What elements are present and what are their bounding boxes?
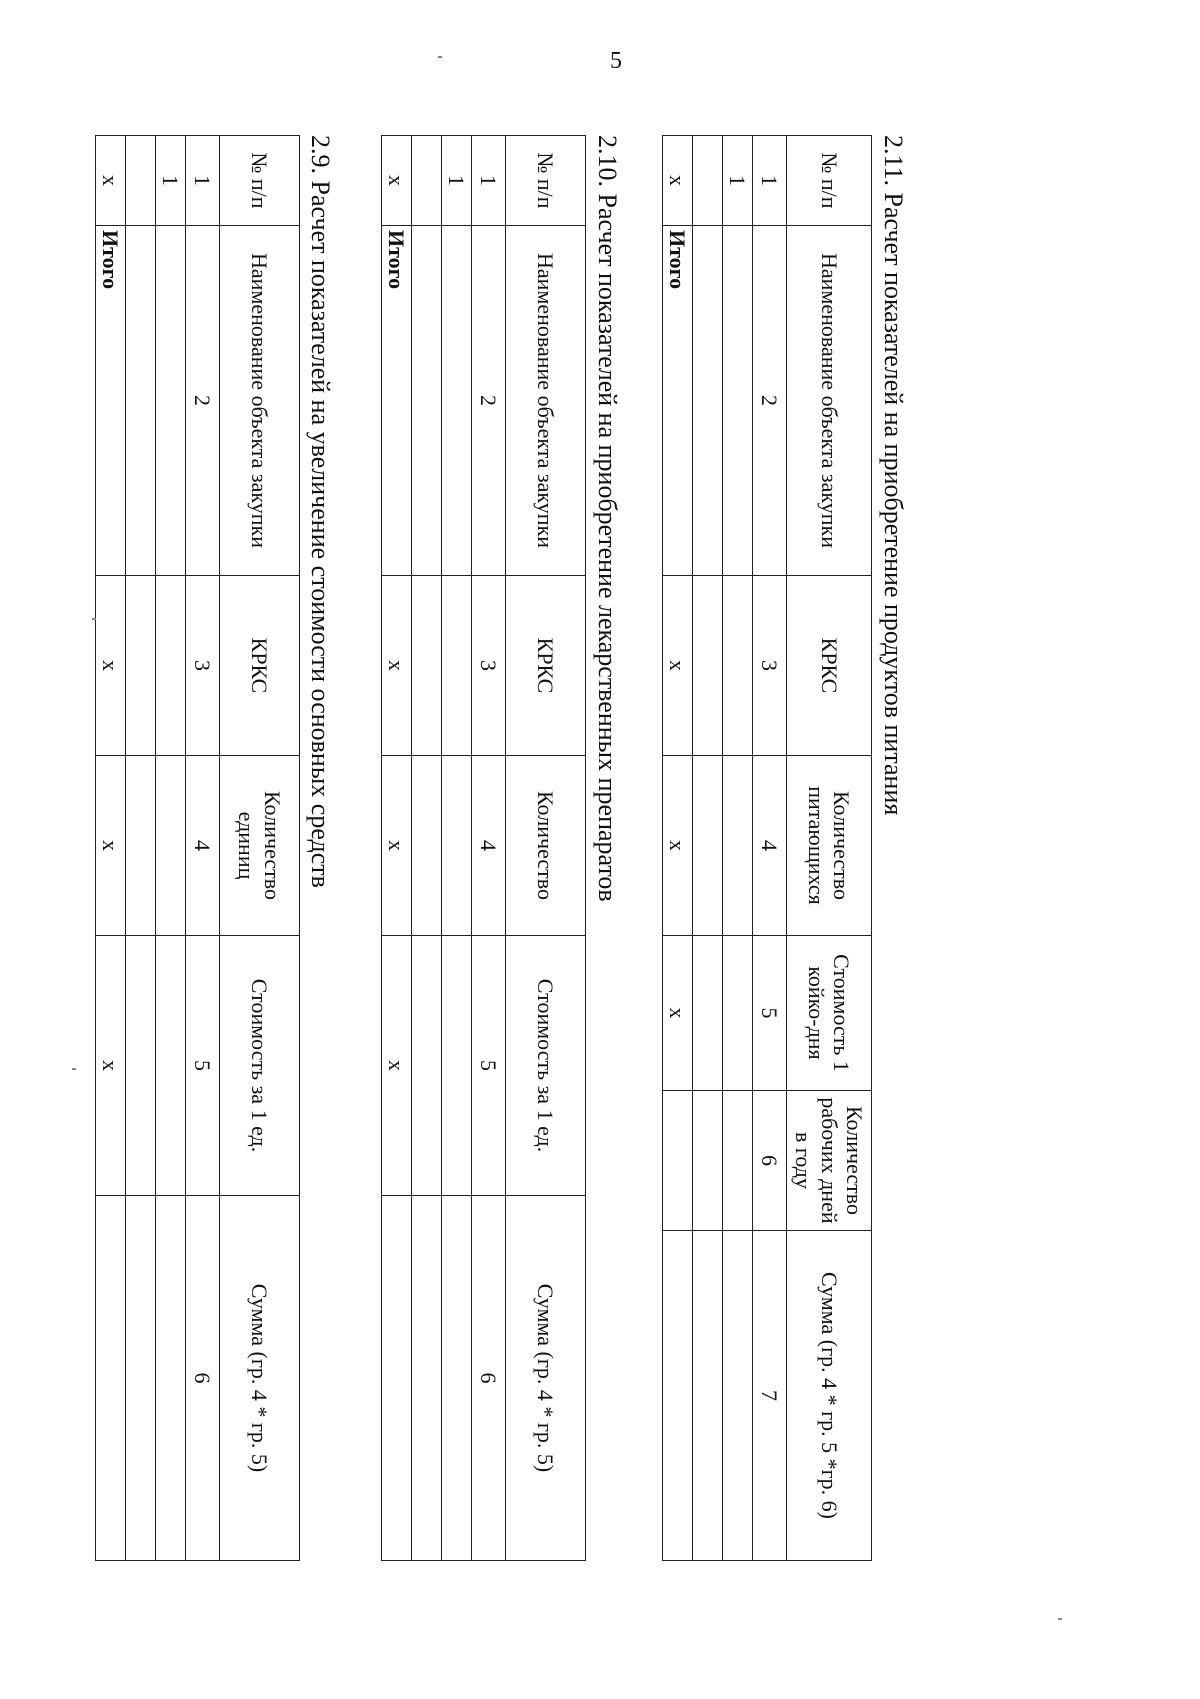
header-cell: КРКС xyxy=(787,576,872,756)
column-number-row xyxy=(753,136,787,1561)
header-cell: Стоимость 1 койко-дня xyxy=(787,936,872,1091)
table-cell xyxy=(693,136,723,226)
total-cell: х xyxy=(663,936,693,1091)
table-cell: 1 xyxy=(442,136,472,226)
table-cell xyxy=(442,226,472,576)
number-cell: 5 xyxy=(753,936,787,1091)
number-cell: 5 xyxy=(186,936,220,1196)
number-cell: 7 xyxy=(753,1231,787,1561)
total-label: Итого xyxy=(663,226,693,576)
column-number-row xyxy=(472,136,506,1561)
section-title: 2.10. Расчет показателей на приобретение лекарственных препаратов xyxy=(593,135,622,902)
table-cell xyxy=(723,1231,753,1561)
header-cell: Количество рабочих дней в году xyxy=(787,1091,872,1231)
table-cell xyxy=(156,576,186,756)
table-row xyxy=(693,136,723,1561)
total-cell xyxy=(663,1231,693,1561)
total-cell: х xyxy=(663,136,693,226)
header-cell: Стоимость за 1 ед. xyxy=(220,936,300,1196)
number-cell: 5 xyxy=(472,936,506,1196)
header-cell: № п/п xyxy=(787,136,872,226)
total-row xyxy=(96,136,126,1561)
total-cell: х xyxy=(96,756,126,936)
header-cell: КРКС xyxy=(506,576,586,756)
header-cell: Наименование объекта закупки xyxy=(787,226,872,576)
number-cell: 6 xyxy=(186,1196,220,1561)
header-cell: Сумма (гр. 4 * гр. 5) xyxy=(220,1196,300,1561)
header-cell: № п/п xyxy=(506,136,586,226)
table-cell xyxy=(693,756,723,936)
table-cell xyxy=(723,1091,753,1231)
total-cell: х xyxy=(382,756,412,936)
table-cell xyxy=(126,576,156,756)
table-fixed-assets xyxy=(95,135,300,1561)
table-row xyxy=(126,136,156,1561)
table-row xyxy=(723,136,753,1561)
total-cell xyxy=(96,1196,126,1561)
table-cell xyxy=(442,756,472,936)
table-cell xyxy=(442,1196,472,1561)
total-row xyxy=(663,136,693,1561)
table-cell xyxy=(412,936,442,1196)
header-cell: Количество единиц xyxy=(220,756,300,936)
header-cell: Количество xyxy=(506,756,586,936)
table-row xyxy=(156,136,186,1561)
table-cell xyxy=(412,756,442,936)
table-cell xyxy=(693,1231,723,1561)
number-cell: 1 xyxy=(186,136,220,226)
table-cell xyxy=(126,1196,156,1561)
total-label: Итого xyxy=(96,226,126,576)
header-cell: Стоимость за 1 ед. xyxy=(506,936,586,1196)
column-number-row xyxy=(186,136,220,1561)
table-cell xyxy=(126,136,156,226)
total-label: Итого xyxy=(382,226,412,576)
number-cell: 1 xyxy=(472,136,506,226)
header-cell: Сумма (гр. 4 * гр. 5 *гр. 6) xyxy=(787,1231,872,1561)
header-cell: КРКС xyxy=(220,576,300,756)
table-cell xyxy=(723,936,753,1091)
table-cell xyxy=(693,936,723,1091)
total-cell xyxy=(663,1091,693,1231)
number-cell: 2 xyxy=(472,226,506,576)
table-cell xyxy=(412,226,442,576)
table-cell xyxy=(126,936,156,1196)
header-row xyxy=(220,136,300,1561)
header-cell: Наименование объекта закупки xyxy=(220,226,300,576)
table-cell xyxy=(412,1196,442,1561)
table-cell xyxy=(723,756,753,936)
number-cell: 1 xyxy=(753,136,787,226)
header-cell: № п/п xyxy=(220,136,300,226)
table-cell xyxy=(156,1196,186,1561)
section-title: 2.11. Расчет показателей на приобретение продуктов питания xyxy=(879,135,908,816)
total-cell xyxy=(382,1196,412,1561)
header-row xyxy=(506,136,586,1561)
table-cell xyxy=(156,936,186,1196)
table-cell xyxy=(442,936,472,1196)
number-cell: 6 xyxy=(753,1091,787,1231)
table-cell: 1 xyxy=(156,136,186,226)
total-cell: х xyxy=(96,936,126,1196)
table-cell xyxy=(126,756,156,936)
total-cell: х xyxy=(96,576,126,756)
header-cell: Сумма (гр. 4 * гр. 5) xyxy=(506,1196,586,1561)
total-cell: х xyxy=(382,936,412,1196)
page-number: 5 xyxy=(610,48,622,74)
header-row xyxy=(787,136,872,1561)
table-medicines xyxy=(381,135,586,1561)
total-cell: х xyxy=(96,136,126,226)
number-cell: 6 xyxy=(472,1196,506,1561)
total-cell: х xyxy=(382,576,412,756)
scan-speck xyxy=(72,1068,76,1070)
table-cell: 1 xyxy=(723,136,753,226)
number-cell: 3 xyxy=(753,576,787,756)
scan-speck xyxy=(1058,1618,1062,1620)
total-cell: х xyxy=(382,136,412,226)
scan-speck xyxy=(92,618,96,620)
table-food xyxy=(662,135,872,1561)
total-row xyxy=(382,136,412,1561)
number-cell: 2 xyxy=(753,226,787,576)
number-cell: 2 xyxy=(186,226,220,576)
total-cell: х xyxy=(663,576,693,756)
header-cell: Наименование объекта закупки xyxy=(506,226,586,576)
table-cell xyxy=(693,226,723,576)
table-cell xyxy=(156,756,186,936)
table-cell xyxy=(412,576,442,756)
scan-speck xyxy=(438,56,442,58)
number-cell: 3 xyxy=(472,576,506,756)
header-cell: Количество питающихся xyxy=(787,756,872,936)
total-cell: х xyxy=(663,756,693,936)
table-row xyxy=(412,136,442,1561)
number-cell: 4 xyxy=(753,756,787,936)
number-cell: 4 xyxy=(472,756,506,936)
table-cell xyxy=(412,136,442,226)
number-cell: 3 xyxy=(186,576,220,756)
table-cell xyxy=(693,576,723,756)
section-title: 2.9. Расчет показателей на увеличение стоимости основных средств xyxy=(306,135,335,888)
table-cell xyxy=(156,226,186,576)
table-row xyxy=(442,136,472,1561)
table-cell xyxy=(723,576,753,756)
table-cell xyxy=(693,1091,723,1231)
table-cell xyxy=(442,576,472,756)
table-cell xyxy=(126,226,156,576)
table-cell xyxy=(723,226,753,576)
number-cell: 4 xyxy=(186,756,220,936)
